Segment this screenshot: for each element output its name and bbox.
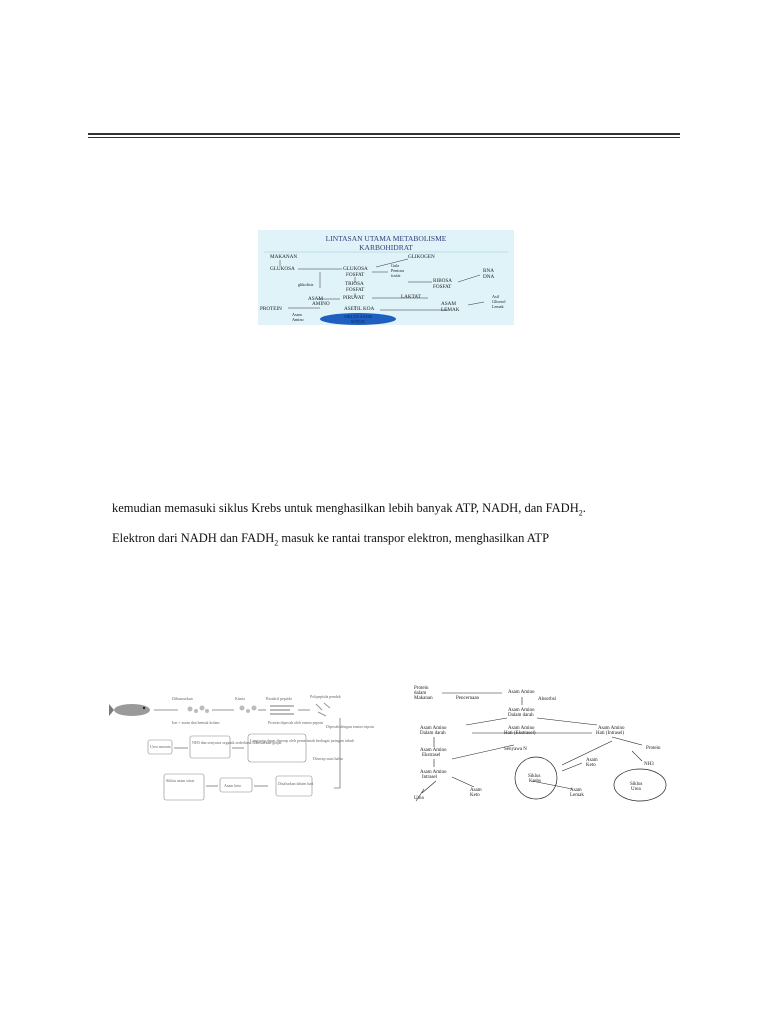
node-urea-left: Urea [414, 796, 424, 801]
node-triosa-1: TRIOSA [345, 281, 364, 287]
label-ion-asam: Ion + asam dan bentuk kolam [172, 720, 220, 725]
node-aa-hati-intra-1: Asam Amino [598, 726, 625, 731]
node-ribosa-1: RIBOSA [433, 278, 453, 284]
node-aa-intrasel-1: Asam Amino [420, 770, 447, 775]
node-asam-keto-1: Asam [470, 788, 482, 793]
label-urea: Urea amonia [150, 744, 171, 749]
label-polipeptida: Polipeptida pendek [310, 694, 341, 699]
node-asam-amino-1: ASAM [308, 296, 323, 302]
node-glukosa-fosfat-2: FOSFAT [346, 272, 365, 278]
node-aa-intrasel-2: Intrasel [422, 775, 437, 780]
node-aa-darah-2: Dalam darah [508, 713, 534, 718]
node-gula-1: Gula [391, 263, 400, 268]
node-glikolisis: glikolisis [298, 282, 314, 287]
node-gula-3: fosfat [391, 273, 401, 278]
node-asil-3: Lemak [492, 304, 504, 309]
node-asam-keto-right-1: Asam [586, 758, 598, 763]
label-disalurkan: Disalurkan dalam hati [278, 781, 314, 786]
node-protein: PROTEIN [260, 306, 282, 312]
node-asam-lemak-1: ASAM [441, 301, 456, 307]
node-siklus-krebs-2: Krebs [529, 779, 541, 784]
amino-acid-metabolism-diagram [412, 685, 668, 801]
node-asam-lemak-1: Asam [570, 788, 582, 793]
node-makanan: MAKANAN [270, 254, 298, 260]
diagram-title-line2: KARBOHIDRAT [359, 243, 413, 252]
node-protein-right: Protein [646, 746, 661, 751]
node-aa-hati-eks-2: Hati (Ekstrasel) [504, 731, 536, 736]
label-tripsin: Dipecah dengan enzim tripsin [326, 724, 374, 729]
node-aa-darah-1: Asam Amino [508, 708, 535, 713]
carbohydrate-metabolism-diagram [258, 230, 514, 325]
node-gula-2: Pentosa [391, 268, 405, 273]
node-pencernaan: Pencernaan [456, 696, 480, 701]
node-triosa-2: FOSFAT [346, 287, 365, 293]
node-asam-lemak-2: Lemak [570, 793, 584, 798]
node-siklus-urea-2: Urea [631, 787, 641, 792]
node-asam-amino-2: AMINO [312, 301, 330, 307]
node-siklus-1: SIKLUS ASAM [344, 314, 372, 319]
node-protein-makanan-1: Protein [414, 686, 429, 691]
node-aa-ekstrasel-2: Ekstrasel [422, 753, 441, 758]
diagram-title-line1: LINTASAN UTAMA METABOLISME [325, 234, 447, 243]
node-aa-hati-intra-2: Hati (Intrasel) [596, 731, 625, 736]
header-rule-2 [88, 137, 680, 138]
node-aa-left-2: Dalam darah [420, 731, 446, 736]
node-asam-lemak-2: LEMAK [441, 307, 460, 313]
node-asam-small-1: Asam [292, 312, 302, 317]
node-siklus-urea-1: Siklus [630, 782, 643, 787]
node-glukosa: GLUKOSA [270, 266, 295, 272]
node-glikogen: GLIKOGEN [408, 254, 435, 260]
node-aa-hati-eks-1: Asam Amino [508, 726, 535, 731]
node-dna: DNA [483, 274, 495, 280]
node-ribosa-2: FOSFAT [433, 284, 452, 290]
body-paragraph [112, 496, 692, 555]
node-siklus-krebs-1: Siklus [528, 774, 541, 779]
node-senyawa-n: Senyawa N [504, 747, 527, 752]
paragraph-line-1: kemudian memasuki siklus Krebs untuk menghasilkan lebih banyak ATP, NADH, dan $FADH_2$. [112, 501, 586, 518]
node-absorbsi: Absorbsi [538, 697, 557, 702]
node-asil-1: Asil [492, 294, 499, 299]
label-bioaktif: Bioaktif peptida [266, 696, 292, 701]
node-protein-makanan-2: dalam [414, 691, 427, 696]
node-glukosa-fosfat-1: GLUKOSA [343, 266, 368, 272]
node-siklus-2: SITRAT [350, 319, 366, 324]
node-asam-small-2: Amino [292, 317, 304, 322]
node-asetil-koa: ASETIL KOA [344, 306, 375, 312]
label-diserap-usus: Diserap usus halus [313, 756, 343, 761]
node-asam-keto-2: Keto [470, 793, 480, 798]
node-aa-ekstrasel-1: Asam Amino [420, 748, 447, 753]
node-asam-amino-top: Asam Amino [508, 690, 535, 695]
node-protein-makanan-3: Makanan [414, 696, 433, 701]
protein-digestion-diagram [108, 688, 374, 806]
node-nh3: NH3 [644, 762, 654, 767]
label-dihancurkan: Dihancurkan [172, 696, 193, 701]
node-asam-keto-right-2: Keto [586, 763, 596, 768]
header-rule [88, 133, 680, 135]
label-nh3: NH3 dan senyawa organik sederhana dikeluarkan ginjal [192, 740, 282, 745]
node-piruvat: PIRUVAT [343, 295, 365, 301]
label-protein-dipecah: Protein dipecah oleh enzim pepsin [268, 720, 324, 725]
label-siklus-asam: Siklus asam sitrat [166, 778, 195, 783]
paragraph-line-2: Elektron dari NADH dan $FADH_2$ masuk ke rantai transpor elektron, menghasilkan ATP [112, 530, 550, 547]
node-asil-2: Gliserol [492, 299, 506, 304]
node-rna: RNA [483, 268, 494, 274]
label-kimia: Kimia [235, 696, 245, 701]
node-laktat: LAKTAT [401, 294, 421, 300]
label-asam-keto: Asam keto [224, 783, 242, 788]
label-langsung: Langsung dapat diserap oleh pemerintah berbagai jaringan tubuh [250, 738, 354, 743]
node-aa-left-1: Asam Amino [420, 726, 447, 731]
